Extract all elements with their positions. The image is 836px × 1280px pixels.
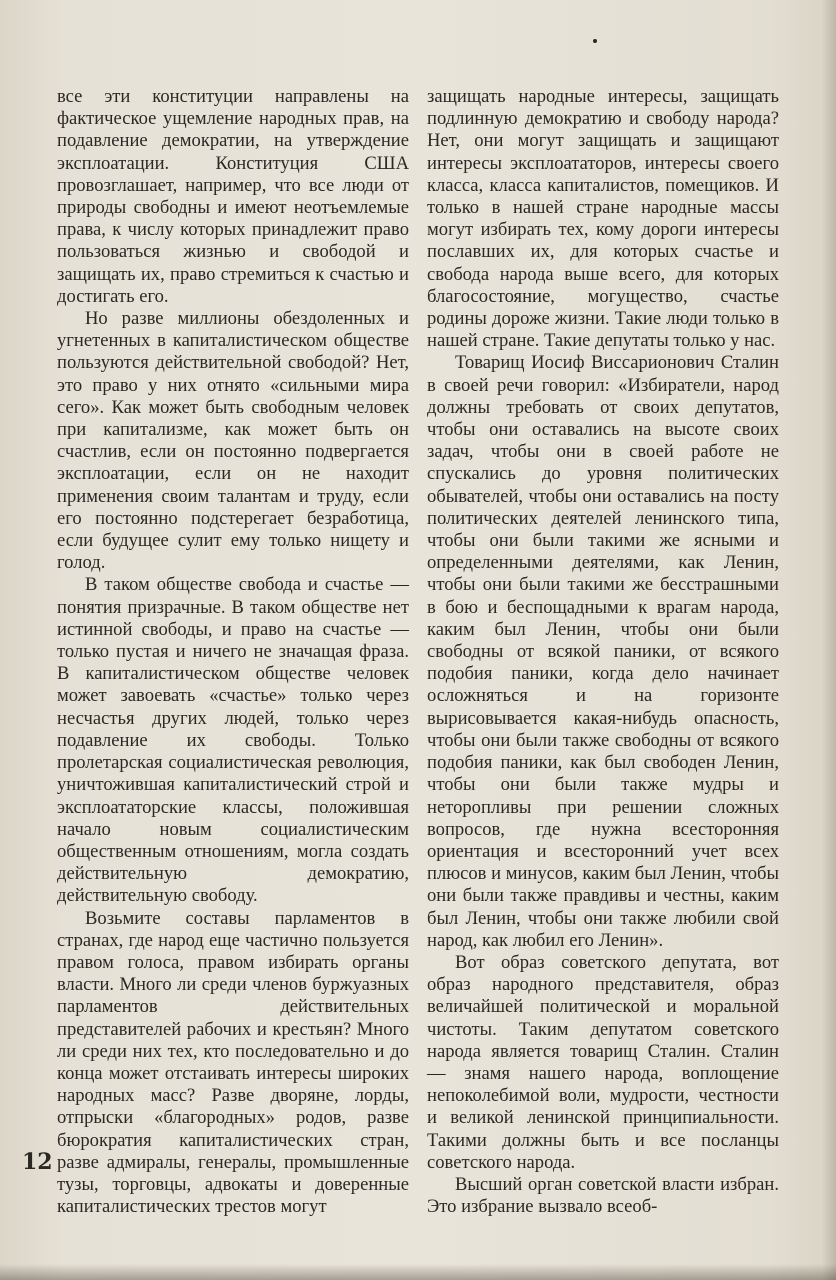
print-speck (593, 39, 597, 43)
page-edge-shadow (822, 0, 836, 1280)
paragraph: Но разве миллионы обездоленных и угнетенных в капиталистическом обществе пользуются действительной свободой? Нет, это право у них отнято «сильными мира сего». Как может быть свободным человек при капитализме, как может быть он счастлив, если он постоянно подвергается эксплоатации, если он не находит применения своим талантам и труду, если его постоянно подстерегает безработица, если будущее сулит ему только нищету и голод. (57, 308, 409, 574)
paragraph: защищать народные интересы, защищать подлинную демократию и свободу народа? Нет, они могут защищать и защищают интересы эксплоататоров, интересы своего класса, класса капиталистов, помещиков. И только в нашей стране народные массы могут избирать тех, кому дороги интересы пославших их, для которых счастье и свобода народа выше всего, для которых благосостояние, могущество, счастье родины дороже жизни. Такие люди только в нашей стране. Такие депутаты только у нас. (427, 86, 779, 352)
paragraph: Вот образ советского депутата, вот образ народного представителя, образ величайшей политической и моральной чистоты. Таким депутатом советского народа является товарищ Сталин. Сталин — знамя нашего народа, воплощение непоколебимой воли, мудрости, честности и великой ленинской принципиальности. Такими должны быть и все посланцы советского народа. (427, 951, 779, 1173)
paragraph: Возьмите составы парламентов в странах, где народ еще частично пользуется правом голоса, правом избирать органы власти. Много ли среди членов буржуазных парламентов действительных представителей рабочих и крестьян? Много ли среди них тех, кто последовательно и до конца может отстаивать интересы широких народных масс? Разве дворяне, лорды, отпрыски «благородных» родов, разве бюрократия капиталистических стран, разве адмиралы, генералы, промышленные тузы, торговцы, адвокаты и доверенные капиталистических трестов могут (57, 907, 409, 1218)
left-text-column (57, 86, 409, 1218)
page-number: 12 (22, 1149, 53, 1175)
right-text-column (427, 86, 779, 1218)
page-bottom-edge (0, 1264, 836, 1280)
paragraph: Товарищ Иосиф Виссарионович Сталин в своей речи говорил: «Избиратели, народ должны требовать от своих депутатов, чтобы они оставались на высоте своих задач, чтобы они в своей работе не спускались до уровня политических обывателей, чтобы они оставались на посту политических деятелей ленинского типа, чтобы они были такими же ясными и определенными деятелями, как Ленин, чтобы они были такими же бесстрашными в бою и беспощадными к врагам народа, каким был Ленин, чтобы они были свободны от всякой паники, от всякого подобия паники, когда дело начинает осложняться и на горизонте вырисовывается какая-нибудь опасность, чтобы они были также свободны от всякого подобия паники, как был свободен Ленин, чтобы они были также мудры и неторопливы при решении сложных вопросов, где нужна всесторонняя ориентация и всесторонний учет всех плюсов и минусов, каким был Ленин, чтобы они были также правдивы и честны, каким был Ленин, чтобы они также любили свой народ, как любил его Ленин». (427, 352, 779, 951)
paragraph: все эти конституции направлены на фактическое ущемление народных прав, на подавление демократии, на утверждение эксплоатации. Конституция США провозглашает, например, что все люди от природы свободны и имеют неотъемлемые права, к числу которых принадлежит право пользоваться жизнью и свободой и защищать их, право стремиться к счастью и достигать его. (57, 86, 409, 307)
paragraph: Высший орган советской власти избран. Это избрание вызвало всеоб- (427, 1173, 779, 1218)
paragraph: В таком обществе свобода и счастье — понятия призрачные. В таком обществе нет истинной свободы, и право на счастье — только пустая и ничего не значащая фраза. В капиталистическом обществе человек может завоевать «счастье» только через несчастья других людей, только через подавление их свободы. Только пролетарская социалистическая революция, уничтожившая капиталистический строй и эксплоататорские классы, положившая начало новым социалистическим общественным отношениям, могла создать действительную демократию, действительную свободу. (57, 574, 409, 907)
